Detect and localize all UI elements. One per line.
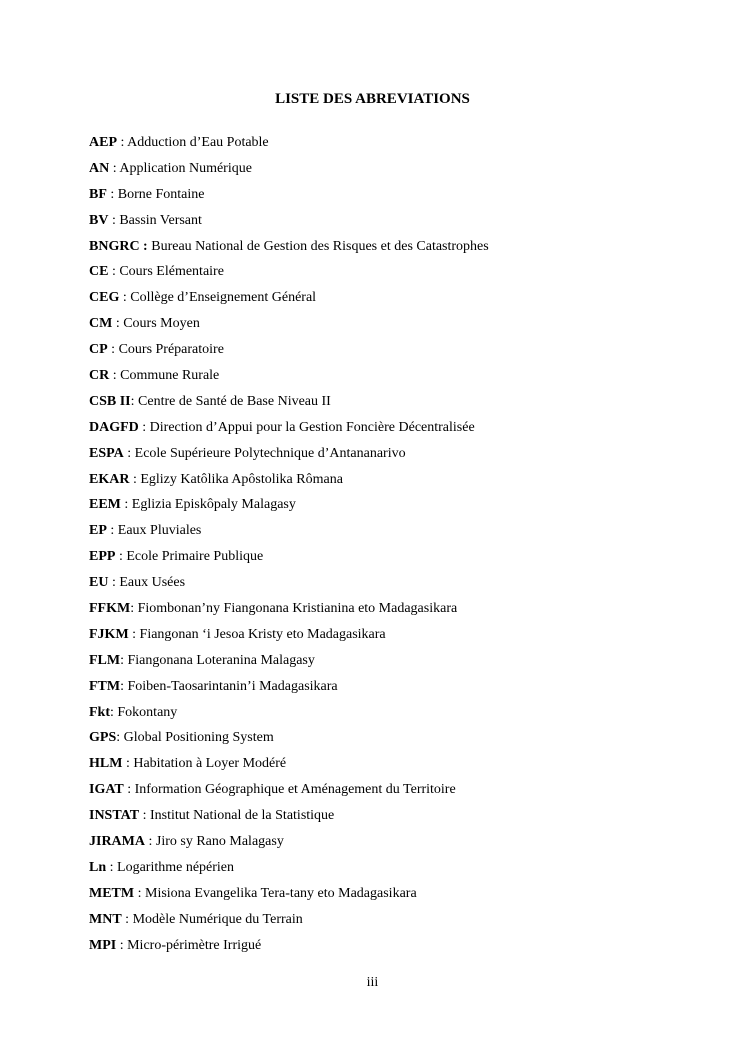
abbreviation-term: HLM [89,756,123,772]
abbreviation-entry [89,444,709,470]
abbreviation-separator: : [130,601,138,617]
abbreviation-definition: Application Numérique [119,160,252,176]
abbreviation-term: CP [89,342,108,358]
abbreviation-term: GPS [89,730,117,746]
abbreviation-separator: : [120,652,128,668]
abbreviation-term: CE [89,264,109,280]
abbreviation-term: FJKM [89,626,129,642]
abbreviation-entry [89,366,709,392]
abbreviation-separator: : [106,186,118,202]
abbreviation-separator: : [121,911,133,927]
abbreviation-term: EP [89,523,107,539]
abbreviation-separator: : [106,523,118,539]
abbreviation-entry [89,703,709,729]
abbreviation-list [89,133,709,962]
abbreviation-separator: : [110,704,118,720]
abbreviation-term: EU [89,575,109,591]
abbreviation-term: DAGFD [89,419,139,435]
abbreviation-term: AN [89,160,110,176]
abbreviation-definition: Cours Moyen [123,316,200,332]
abbreviation-definition: Centre de Santé de Base Niveau II [138,393,331,409]
abbreviation-separator: : [108,575,120,591]
abbreviation-term: FLM [89,652,121,668]
abbreviation-entry [89,495,709,521]
abbreviation-entry [89,677,709,703]
abbreviation-separator: : [122,756,134,772]
abbreviation-separator: : [109,160,120,176]
abbreviation-definition: Misiona Evangelika Tera-tany eto Madagasikara [145,885,417,901]
abbreviation-term: CEG [89,290,120,306]
abbreviation-definition: Eaux Usées [119,575,186,591]
abbreviation-term: INSTAT [89,808,140,824]
abbreviation-definition: Direction d’Appui pour la Gestion Foncière Décentralisée [149,419,475,435]
abbreviation-definition: Borne Fontaine [117,186,205,202]
abbreviation-definition: Adduction d’Eau Potable [127,135,269,150]
abbreviation-definition: Jiro sy Rano Malagasy [155,834,284,850]
abbreviation-term: Fkt [89,704,110,720]
abbreviation-entry [89,625,709,651]
abbreviation-separator: : [106,859,118,875]
abbreviation-separator: : [134,885,145,901]
abbreviation-entry [89,418,709,444]
abbreviation-separator: : [139,808,150,824]
abbreviation-definition: Foiben-Taosarintanin’i Madagasikara [127,678,338,694]
abbreviation-entry [89,133,709,159]
abbreviation-entry [89,470,709,496]
abbreviation-entry [89,780,709,806]
abbreviation-term: CM [89,316,113,332]
abbreviation-entry [89,936,709,962]
abbreviation-separator: : [120,497,132,513]
abbreviation-term: Ln [89,859,107,875]
abbreviation-separator: : [112,316,124,332]
abbreviation-term: FFKM [89,601,131,617]
abbreviation-definition: Cours Préparatoire [118,342,224,358]
abbreviation-entry [89,211,709,237]
abbreviation-separator: : [145,834,156,850]
abbreviation-definition: Information Géographique et Aménagement du Territoire [134,782,456,798]
abbreviation-entry [89,340,709,366]
abbreviation-term: IGAT [89,782,124,798]
abbreviation-entry [89,806,709,832]
abbreviation-separator: : [138,419,150,435]
page-number: iii [366,975,379,990]
abbreviation-entry [89,185,709,211]
abbreviation-definition: Fiombonan’ny Fiangonana Kristianina eto Madagasikara [137,601,458,617]
abbreviation-term: EKAR [89,471,130,487]
abbreviation-term: MNT [89,911,122,927]
abbreviation-entry [89,884,709,910]
abbreviation-definition: Fokontany [117,704,178,720]
abbreviation-term: FTM [89,678,121,694]
abbreviation-definition: Global Positioning System [123,730,274,746]
abbreviation-separator: : [117,135,128,150]
abbreviation-definition: Logarithme népérien [117,859,235,875]
abbreviation-separator: : [129,471,141,487]
abbreviation-separator: : [123,782,135,798]
abbreviation-entry [89,521,709,547]
abbreviation-separator: : [119,290,131,306]
abbreviation-separator: : [108,212,120,228]
abbreviation-entry [89,392,709,418]
abbreviation-entry [89,910,709,936]
abbreviation-definition: Habitation à Loyer Modéré [133,756,287,772]
abbreviation-term: BNGRC : [89,238,148,254]
abbreviation-definition: Bassin Versant [119,212,202,228]
abbreviation-definition: Commune Rurale [120,368,220,384]
abbreviation-definition: Cours Elémentaire [119,264,224,280]
abbreviation-definition: Bureau National de Gestion des Risques et des Catastrophes [151,238,489,254]
abbreviation-separator: : [123,445,135,461]
abbreviation-entry [89,728,709,754]
abbreviation-separator: : [128,626,140,642]
abbreviation-separator: : [109,368,121,384]
abbreviation-separator: : [116,730,124,746]
abbreviation-definition: Micro-périmètre Irrigué [127,937,262,953]
abbreviation-term: JIRAMA [89,834,145,850]
abbreviation-definition: Modèle Numérique du Terrain [132,911,303,927]
abbreviation-separator: : [107,342,119,358]
abbreviation-term: ESPA [89,445,124,461]
abbreviation-definition: Collège d’Enseignement Général [130,290,317,306]
abbreviation-definition: Institut National de la Statistique [149,808,335,824]
abbreviation-entry [89,858,709,884]
abbreviation-definition: Fiangonana Loteranina Malagasy [127,652,315,668]
abbreviation-separator: : [116,937,128,953]
abbreviation-separator: : [108,264,120,280]
abbreviation-entry [89,547,709,573]
abbreviation-definition: Eaux Pluviales [117,523,202,539]
abbreviation-term: CR [89,368,110,384]
abbreviation-term: EEM [89,497,121,513]
abbreviation-entry [89,573,709,599]
abbreviation-separator: : [115,549,127,565]
abbreviation-entry [89,832,709,858]
abbreviation-entry [89,599,709,625]
abbreviation-definition: Ecole Supérieure Polytechnique d’Antananarivo [134,445,406,461]
abbreviation-definition: Ecole Primaire Publique [126,549,264,565]
abbreviation-term: CSB II [89,393,131,409]
abbreviation-definition: Fiangonan ‘i Jesoa Kristy eto Madagasikara [139,626,386,642]
abbreviation-term: EPP [89,549,116,565]
abbreviation-definition: Eglizy Katôlika Apôstolika Rômana [140,471,343,487]
abbreviation-term: BF [89,186,107,202]
abbreviation-separator: : [120,678,128,694]
abbreviation-term: METM [89,885,135,901]
abbreviation-term: AEP [89,135,117,150]
abbreviation-entry [89,754,709,780]
abbreviation-separator: : [130,393,139,409]
abbreviation-entry [89,262,709,288]
page-title: LISTE DES ABREVIATIONS [275,91,470,107]
abbreviation-entry [89,288,709,314]
abbreviation-entry [89,159,709,185]
abbreviation-entry [89,651,709,677]
abbreviation-definition: Eglizia Episkôpaly Malagasy [131,497,296,513]
abbreviation-entry [89,237,709,263]
abbreviation-entry [89,314,709,340]
abbreviation-term: MPI [89,937,117,953]
abbreviation-term: BV [89,212,109,228]
